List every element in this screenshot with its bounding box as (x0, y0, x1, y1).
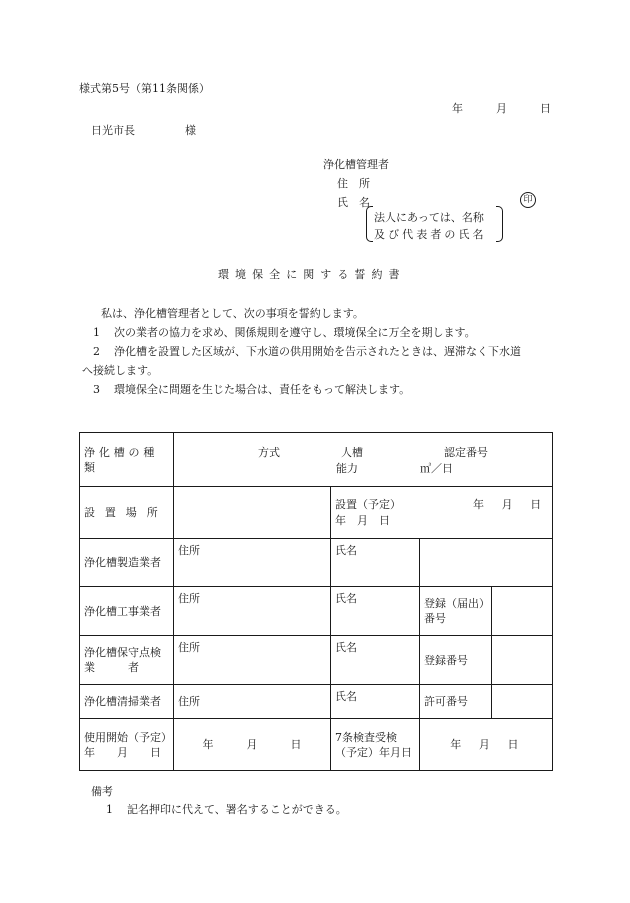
install-location-label: 設置場所 (80, 487, 174, 539)
table-row (80, 685, 553, 719)
install-location-value (174, 487, 331, 539)
bracket-right (496, 206, 503, 242)
document-title: 環境保全に関する誓約書 (218, 268, 406, 281)
cleaner-name: 氏名 (331, 685, 420, 719)
contractor-reg-value (492, 587, 553, 636)
addressee-name: 日光市長 (91, 124, 135, 137)
contractor-address: 住所 (174, 587, 331, 636)
date-month: 月 (496, 102, 507, 115)
date-line (452, 100, 551, 116)
table-row (80, 636, 553, 685)
maintenance-name: 氏名 (331, 636, 420, 685)
table-row (80, 487, 553, 539)
maintenance-reg-label: 登録番号 (420, 636, 492, 685)
tank-type-label: 浄化槽の種類 (80, 433, 174, 487)
date-day: 日 (540, 102, 551, 115)
form-number: 様式第5号（第11条関係） (79, 82, 210, 95)
contractor-name: 氏名 (331, 587, 420, 636)
contractor-reg-label: 登録（届出） 番号 (420, 587, 492, 636)
maintenance-label: 浄化槽保守点検 業 者 (80, 636, 174, 685)
install-date-ymd-2: 年 月 日 (335, 514, 390, 527)
table-row (80, 719, 553, 771)
seal-icon: 印 (520, 192, 536, 208)
install-date-cell: 設置（予定） 年 月 日 年 月 日 (331, 487, 553, 539)
maintenance-reg-value (492, 636, 553, 685)
contractor-label: 浄化槽工事業者 (80, 587, 174, 636)
manufacturer-address: 住所 (174, 539, 331, 587)
cleaner-permit-label: 許可番号 (420, 685, 492, 719)
applicant-name-label: 氏 名 (337, 196, 370, 209)
tank-type-cell: 方式 人槽 能力 ㎥／日 認定番号 (174, 433, 553, 487)
addressee-honorific: 様 (185, 124, 196, 137)
inspection-date-value: 年 月 日 (420, 719, 553, 771)
start-date-label: 使用開始（予定） 年 月 日 (80, 719, 174, 771)
notes-item-1: 1 記名押印に代えて、署名することができる。 (106, 803, 347, 816)
applicant-role: 浄化槽管理者 (323, 158, 389, 171)
bracket-left (366, 206, 373, 242)
seal-mark (520, 192, 536, 208)
pledge-item-2: 2 浄化槽を設置した区域が、下水道の供用開始を告示されたときは、遅滞なく下水道 (93, 345, 521, 358)
table-row (80, 539, 553, 587)
pledge-item-2-cont: へ接続します。 (82, 364, 159, 377)
septic-info-table (79, 432, 553, 771)
inspection-date-label: 7条検査受検 （予定）年月日 (331, 719, 420, 771)
manufacturer-extra (420, 539, 553, 587)
manufacturer-label: 浄化槽製造業者 (80, 539, 174, 587)
cleaner-address: 住所 (174, 685, 331, 719)
date-year: 年 (452, 102, 463, 115)
applicant-address-label: 住 所 (337, 177, 370, 190)
corp-note-line2: 及び代表者の氏名 (374, 228, 487, 241)
pledge-intro: 私は、浄化槽管理者として、次の事項を誓約します。 (101, 307, 364, 320)
cleaner-permit-value (492, 685, 553, 719)
cleaner-label: 浄化槽清掃業者 (80, 685, 174, 719)
pledge-item-3: 3 環境保全に問題を生じた場合は、責任をもって解決します。 (93, 383, 411, 396)
pledge-item-1: 1 次の業者の協力を求め、関係規則を遵守し、環境保全に万全を期します。 (93, 326, 476, 339)
manufacturer-name: 氏名 (331, 539, 420, 587)
maintenance-address: 住所 (174, 636, 331, 685)
table-row (80, 433, 553, 487)
table-row (80, 587, 553, 636)
start-date-value: 年 月 日 (174, 719, 331, 771)
notes-heading: 備考 (91, 785, 113, 798)
corp-note-line1: 法人にあっては、名称 (374, 211, 484, 224)
